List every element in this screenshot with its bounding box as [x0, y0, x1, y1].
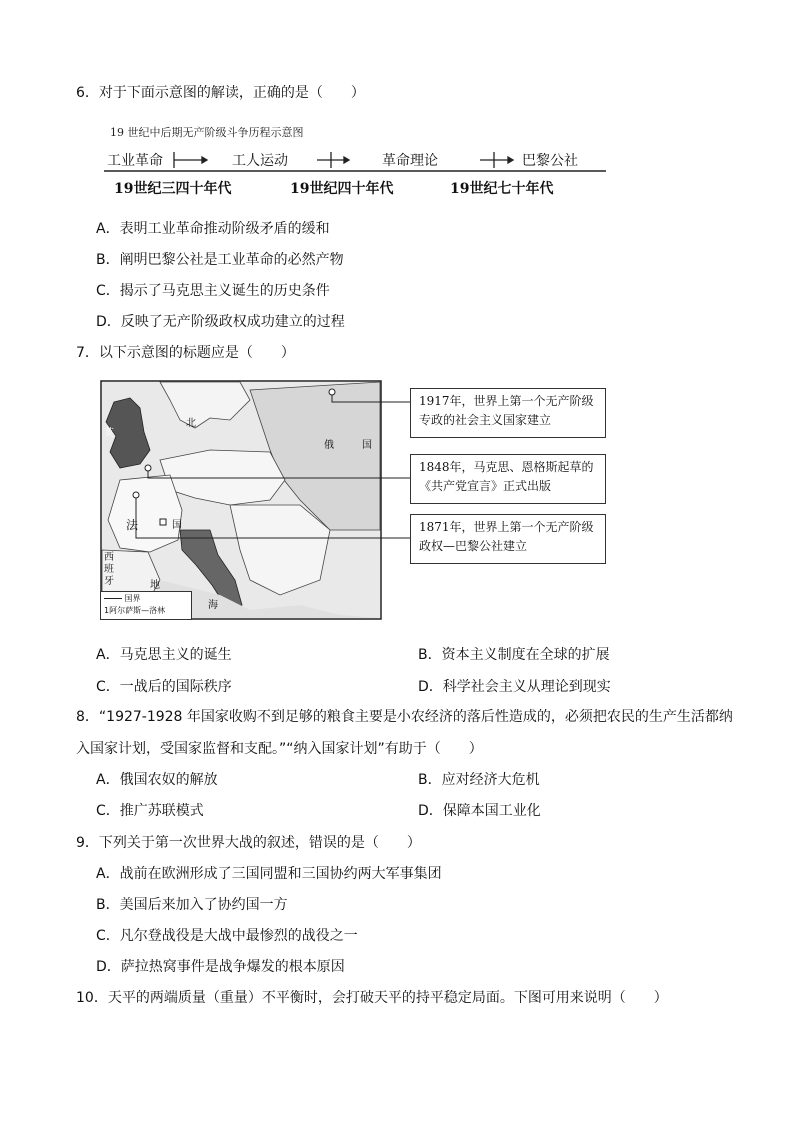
map-label-spain-2: 班: [104, 564, 114, 575]
q9-option-d[interactable]: D．萨拉热窝事件是战争爆发的根本原因: [96, 959, 345, 975]
map-label-france-2: 国: [172, 520, 182, 531]
map-label-france: 法: [126, 518, 139, 532]
question-9-stem: 9．下列关于第一次世界大战的叙述，错误的是（ ）: [76, 835, 421, 851]
timeline-node-paris-commune: 巴黎公社: [522, 153, 578, 169]
question-10-stem: 10．天平的两端质量（重量）不平衡时，会打破天平的持平稳定局面。下图可用来说明（ ）: [76, 990, 668, 1006]
q9-option-b[interactable]: B．美国后来加入了协约国一方: [96, 897, 288, 913]
question-8-stem-line2: 入国家计划，受国家监督和支配。”“纳入国家计划”有助于（ ）: [76, 741, 483, 757]
timeline-era-2: 19世纪四十年代: [290, 181, 394, 197]
q6-option-a[interactable]: A．表明工业革命推动阶级矛盾的缓和: [96, 221, 330, 237]
q6-timeline-figure: [104, 124, 608, 200]
q7-map-figure: [100, 380, 612, 620]
map-label-britain: 英: [104, 428, 114, 439]
q7-option-d[interactable]: D．科学社会主义从理论到现实: [418, 679, 611, 695]
q7-option-a[interactable]: A．马克思主义的诞生: [96, 647, 232, 663]
callout-1848: 1848年，马克思、恩格斯起草的《共产党宣言》正式出版: [410, 454, 606, 504]
q6-option-b[interactable]: B．阐明巴黎公社是工业革命的必然产物: [96, 252, 344, 268]
q7-option-c[interactable]: C．一战后的国际秩序: [96, 679, 232, 695]
map-label-russia: 俄: [324, 440, 334, 451]
timeline-node-workers-movement: 工人运动: [232, 153, 288, 169]
timeline-era-1: 19世纪三四十年代: [114, 181, 232, 197]
question-7-stem: 7．以下示意图的标题应是（ ）: [76, 345, 295, 361]
q7-option-b[interactable]: B．资本主义制度在全球的扩展: [418, 647, 610, 663]
legend-border: 国界: [104, 593, 188, 605]
q9-option-c[interactable]: C．凡尔登战役是大战中最惨烈的战役之一: [96, 928, 358, 944]
timeline-title: 19 世纪中后期无产阶级斗争历程示意图: [110, 126, 304, 139]
q6-option-d[interactable]: D．反映了无产阶级政权成功建立的过程: [96, 314, 345, 330]
q8-option-c[interactable]: C．推广苏联模式: [96, 803, 204, 819]
map-label-spain-3: 牙: [104, 576, 114, 587]
q8-option-d[interactable]: D．保障本国工业化: [418, 803, 541, 819]
timeline-node-revolutionary-theory: 革命理论: [382, 153, 438, 169]
q8-option-b[interactable]: B．应对经济大危机: [418, 772, 540, 788]
map-label-med-2: 海: [208, 600, 218, 611]
q9-option-a[interactable]: A．战前在欧洲形成了三国同盟和三国协约两大军事集团: [96, 866, 442, 882]
map-legend: [100, 591, 192, 620]
q8-option-a[interactable]: A．俄国农奴的解放: [96, 772, 218, 788]
callout-1871: 1871年，世界上第一个无产阶级政权—巴黎公社建立: [410, 514, 606, 564]
map-label-russia-2: 国: [362, 440, 372, 451]
map-label-north-sea: 北: [186, 418, 196, 429]
callout-1917: 1917年，世界上第一个无产阶级专政的社会主义国家建立: [410, 388, 606, 438]
timeline-era-3: 19世纪七十年代: [450, 181, 554, 197]
map-label-med-1: 地: [150, 580, 160, 591]
question-8-stem-line1: 8．“1927-1928 年国家收购不到足够的粮食主要是小农经济的落后性造成的，必须把农民的生产生活都纳: [76, 709, 733, 725]
legend-alsace-lorraine: 1阿尔萨斯—洛林: [104, 606, 166, 615]
timeline-node-industrial-revolution: 工业革命: [107, 153, 163, 169]
question-6-stem: 6．对于下面示意图的解读，正确的是（ ）: [76, 85, 365, 101]
map-label-spain-1: 西: [104, 552, 114, 563]
q6-option-c[interactable]: C．揭示了马克思主义诞生的历史条件: [96, 283, 330, 299]
